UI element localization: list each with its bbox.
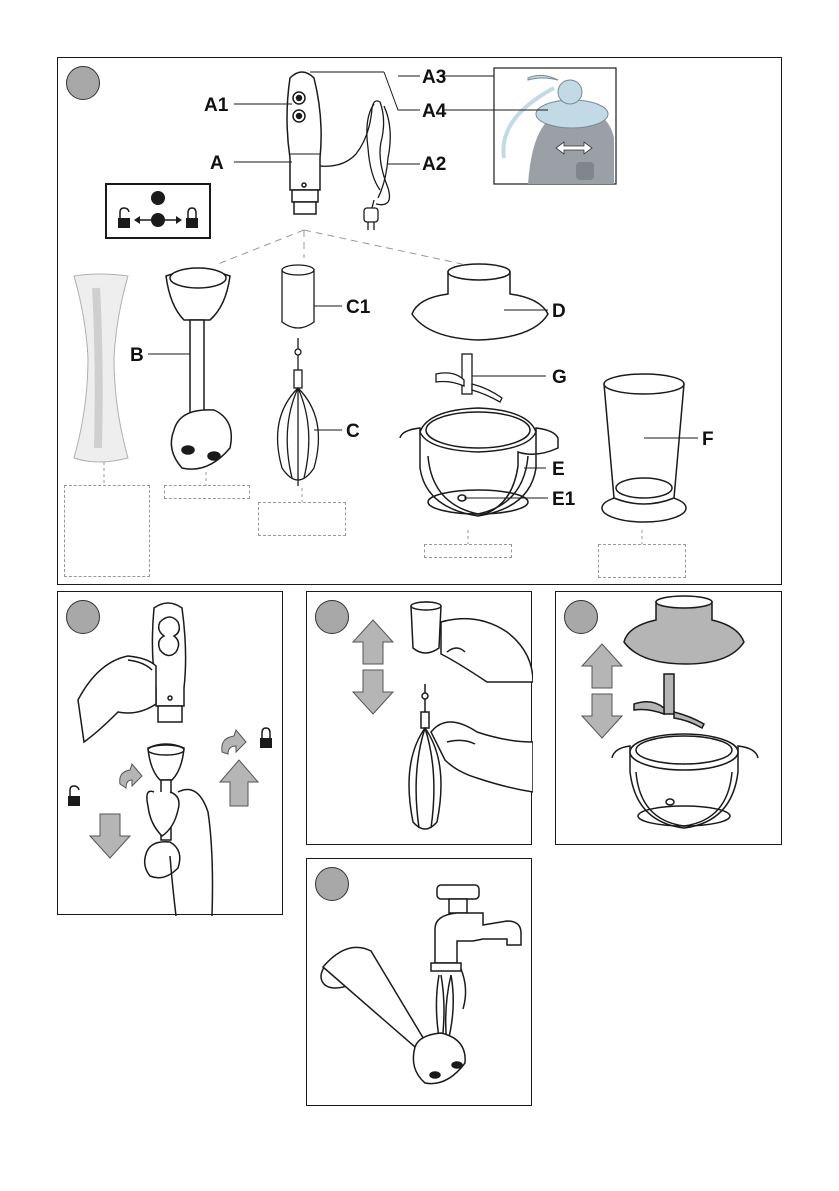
step-cleaning-panel: [306, 858, 532, 1106]
measuring-beaker: [602, 374, 698, 522]
label-a2: A2: [422, 154, 447, 175]
lock-icon: [260, 728, 272, 748]
placeholder-box-beaker: [598, 544, 686, 578]
overview-drawing: [58, 58, 783, 586]
label-e1: E1: [552, 489, 576, 510]
label-b: B: [130, 345, 144, 366]
attach-leg-drawing: [58, 592, 284, 916]
label-c1: C1: [346, 297, 371, 318]
overview-panel: [57, 57, 782, 585]
up-arrow-icon: [582, 644, 622, 688]
down-arrow-icon: [582, 694, 622, 738]
blending-leg: [148, 268, 231, 469]
down-arrow-icon: [90, 814, 130, 858]
placeholder-box-leg: [164, 485, 250, 499]
label-a4: A4: [422, 101, 447, 122]
up-arrow-icon: [353, 620, 393, 664]
power-button-icon: [151, 191, 165, 205]
placeholder-box-b: [64, 485, 150, 577]
blending-leg-transparent: [74, 274, 128, 462]
lock-icon: [186, 218, 198, 228]
speed-dial-inset: [442, 68, 616, 184]
down-arrow-icon: [353, 670, 393, 714]
whisk-assembly-drawing: [307, 592, 533, 846]
whisk-attachment: [278, 265, 342, 486]
chopper-lid: [412, 264, 548, 340]
step-whisk-panel: [306, 591, 532, 845]
unlock-icon: [68, 786, 80, 806]
up-arrow-icon: [220, 760, 258, 806]
placeholder-box-whisk: [258, 502, 346, 536]
lock-legend-box: [106, 184, 210, 238]
label-e: E: [552, 459, 565, 480]
blender-motor-unit: [287, 72, 321, 214]
chopper-bowl: [400, 408, 558, 516]
label-a3: A3: [422, 67, 447, 88]
label-a: A: [210, 153, 224, 174]
label-c: C: [346, 421, 360, 442]
power-cable: [320, 101, 390, 230]
label-d: D: [552, 301, 566, 322]
unlock-icon: [118, 218, 130, 228]
placeholder-box-bowl: [424, 544, 512, 558]
label-a1: A1: [204, 95, 229, 116]
step-attach-leg-panel: [57, 591, 283, 915]
step-chopper-panel: [555, 591, 782, 845]
chopper-assembly-drawing: [556, 592, 783, 846]
label-g: G: [552, 367, 567, 388]
label-f: F: [702, 429, 714, 450]
cleaning-drawing: [307, 859, 533, 1107]
chopper-blade: [436, 354, 546, 402]
